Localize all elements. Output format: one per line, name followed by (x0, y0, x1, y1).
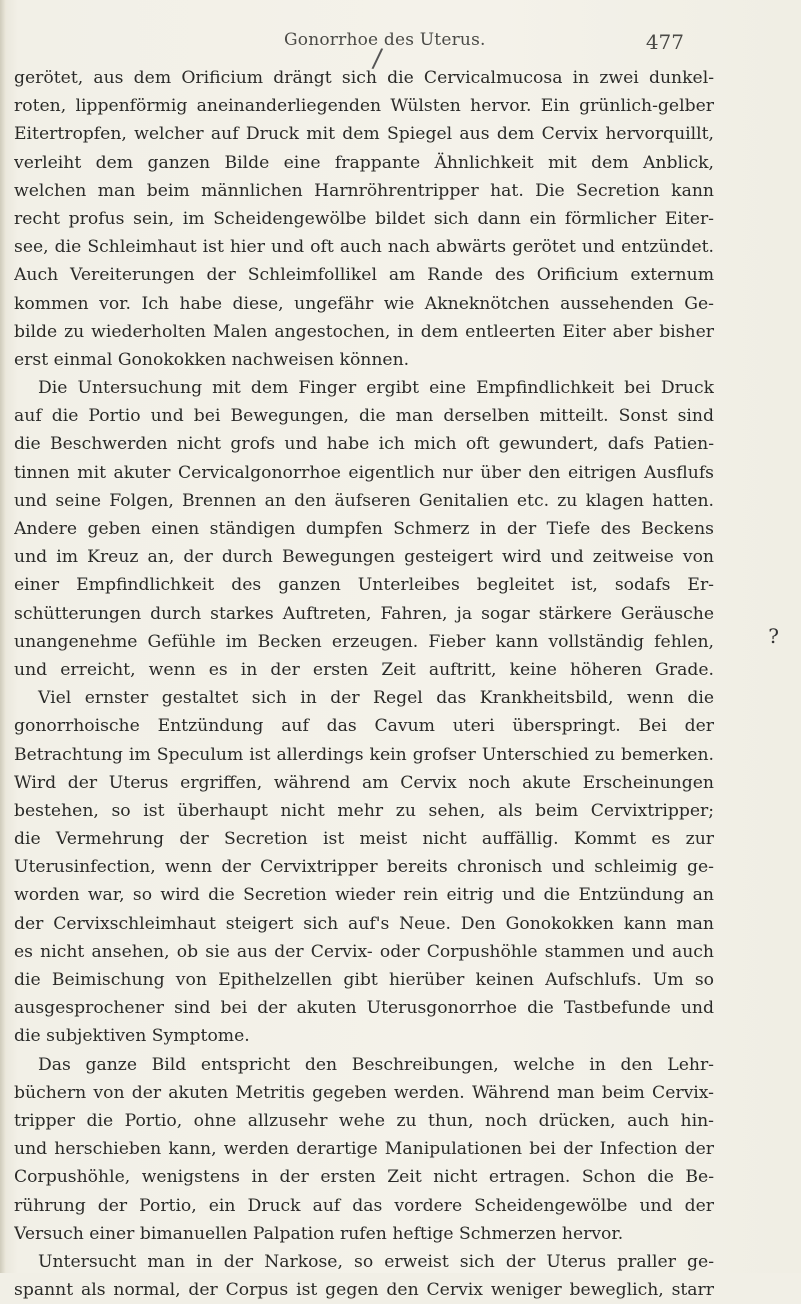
text-line: und herschieben kann, werden derartige Manipulationen bei der Infection der (14, 1139, 714, 1160)
text-line: Wird der Uterus ergriffen, während am Cervix noch akute Erscheinungen (14, 772, 714, 793)
text-line: Corpushöhle, wenigstens in der ersten Zeit nicht ertragen. Schon die Be- (14, 1167, 714, 1188)
page-number: 477 (645, 30, 684, 54)
chapter-title: Gonorrhoe des Uterus. (284, 30, 486, 50)
text-line: gerötet, aus dem Orificium drängt sich die Cervicalmucosa in zwei dunkel- (14, 68, 714, 88)
pencil-slash-mark: / (370, 43, 384, 75)
text-line: die subjektiven Symptome. (14, 1026, 250, 1047)
text-line: kommen vor. Ich habe diese, ungefähr wie Akneknötchen aussehenden Ge- (14, 293, 714, 314)
text-line: büchern von der akuten Metritis gegeben werden. Während man beim Cervix- (14, 1082, 714, 1103)
text-line: erst einmal Gonokokken nachweisen können. (14, 349, 410, 370)
text-line: es nicht ansehen, ob sie aus der Cervix- oder Corpushöhle stammen und auch (14, 941, 714, 962)
text-line: welchen man beim männlichen Harnröhrentripper hat. Die Secretion kann (14, 180, 714, 201)
running-header (284, 30, 684, 56)
text-line: worden war, so wird die Secretion wieder rein eitrig und die Entzündung an (14, 885, 714, 906)
text-line: und erreicht, wenn es in der ersten Zeit auftritt, keine höheren Grade. (14, 659, 714, 680)
text-line: und seine Folgen, Brennen an den äufseren Genitalien etc. zu klagen hatten. (14, 490, 714, 511)
text-line: Das ganze Bild entspricht den Beschreibungen, welche in den Lehr- (38, 1054, 714, 1075)
text-line: rührung der Portio, ein Druck auf das vordere Scheidengewölbe und der (14, 1195, 714, 1216)
text-line: tinnen mit akuter Cervicalgonorrhoe eigentlich nur über den eitrigen Ausflufs (14, 462, 714, 483)
text-line: ausgesprochener sind bei der akuten Uterusgonorrhoe die Tastbefunde und (14, 998, 714, 1019)
text-line: schütterungen durch starkes Auftreten, Fahren, ja sogar stärkere Geräusche (14, 603, 714, 624)
text-line: Eitertropfen, welcher auf Druck mit dem Spiegel aus dem Cervix hervorquillt, (14, 124, 714, 145)
text-line: auf die Portio und bei Bewegungen, die man derselben mitteilt. Sonst sind (14, 406, 714, 427)
text-line: Auch Vereiterungen der Schleimfollikel am Rande des Orificium externum (14, 265, 714, 286)
text-line: Versuch einer bimanuellen Palpation rufen heftige Schmerzen hervor. (14, 1223, 624, 1244)
text-line: Viel ernster gestaltet sich in der Regel das Krankheitsbild, wenn die (38, 688, 714, 709)
text-line: die Beschwerden nicht grofs und habe ich mich oft gewundert, dafs Patien- (14, 434, 714, 455)
text-line: recht profus sein, im Scheidengewölbe bildet sich dann ein förmlicher Eiter- (14, 208, 714, 229)
text-line: Andere geben einen ständigen dumpfen Schmerz in der Tiefe des Beckens (14, 519, 714, 539)
text-line: Untersucht man in der Narkose, so erweist sich der Uterus praller ge- (38, 1251, 714, 1272)
text-line: einer Empfindlichkeit des ganzen Unterleibes begleitet ist, sodafs Er- (14, 575, 714, 596)
text-line: bestehen, so ist überhaupt nicht mehr zu sehen, als beim Cervixtripper; (14, 800, 714, 821)
text-line: unangenehme Gefühle im Becken erzeugen. Fieber kann vollständig fehlen, (14, 631, 714, 652)
text-line: gonorrhoische Entzündung auf das Cavum uteri überspringt. Bei der (14, 716, 714, 737)
text-line: tripper die Portio, ohne allzusehr wehe zu thun, noch drücken, auch hin- (14, 1110, 714, 1131)
text-line: spannt als normal, der Corpus ist gegen den Cervix weniger beweglich, starr (14, 1280, 714, 1301)
margin-annotation: ? (768, 624, 779, 648)
text-line: roten, lippenförmig aneinanderliegenden Wülsten hervor. Ein grünlich-gelber (14, 96, 714, 117)
text-line: verleiht dem ganzen Bilde eine frappante Ähnlichkeit mit dem Anblick, (14, 152, 714, 173)
text-line: die Beimischung von Epithelzellen gibt hierüber keinen Aufschlufs. Um so (14, 970, 714, 990)
text-line: der Cervixschleimhaut steigert sich auf's Neue. Den Gonokokken kann man (14, 913, 714, 934)
text-line: Uterusinfection, wenn der Cervixtripper bereits chronisch und schleimig ge- (14, 857, 714, 878)
text-line: bilde zu wiederholten Malen angestochen, in dem entleerten Eiter aber bisher (14, 321, 714, 342)
text-line: see, die Schleimhaut ist hier und oft auch nach abwärts gerötet und entzündet. (14, 237, 714, 258)
text-line: die Vermehrung der Secretion ist meist nicht auffällig. Kommt es zur (14, 829, 714, 850)
text-line: Betrachtung im Speculum ist allerdings kein grofser Unterschied zu bemerken. (14, 744, 714, 765)
body-text (14, 64, 714, 1304)
page-gutter-shadow (0, 0, 6, 1273)
text-line: Die Untersuchung mit dem Finger ergibt eine Empfindlichkeit bei Druck (38, 378, 714, 399)
text-line: und im Kreuz an, der durch Bewegungen gesteigert wird und zeitweise von (14, 547, 714, 568)
